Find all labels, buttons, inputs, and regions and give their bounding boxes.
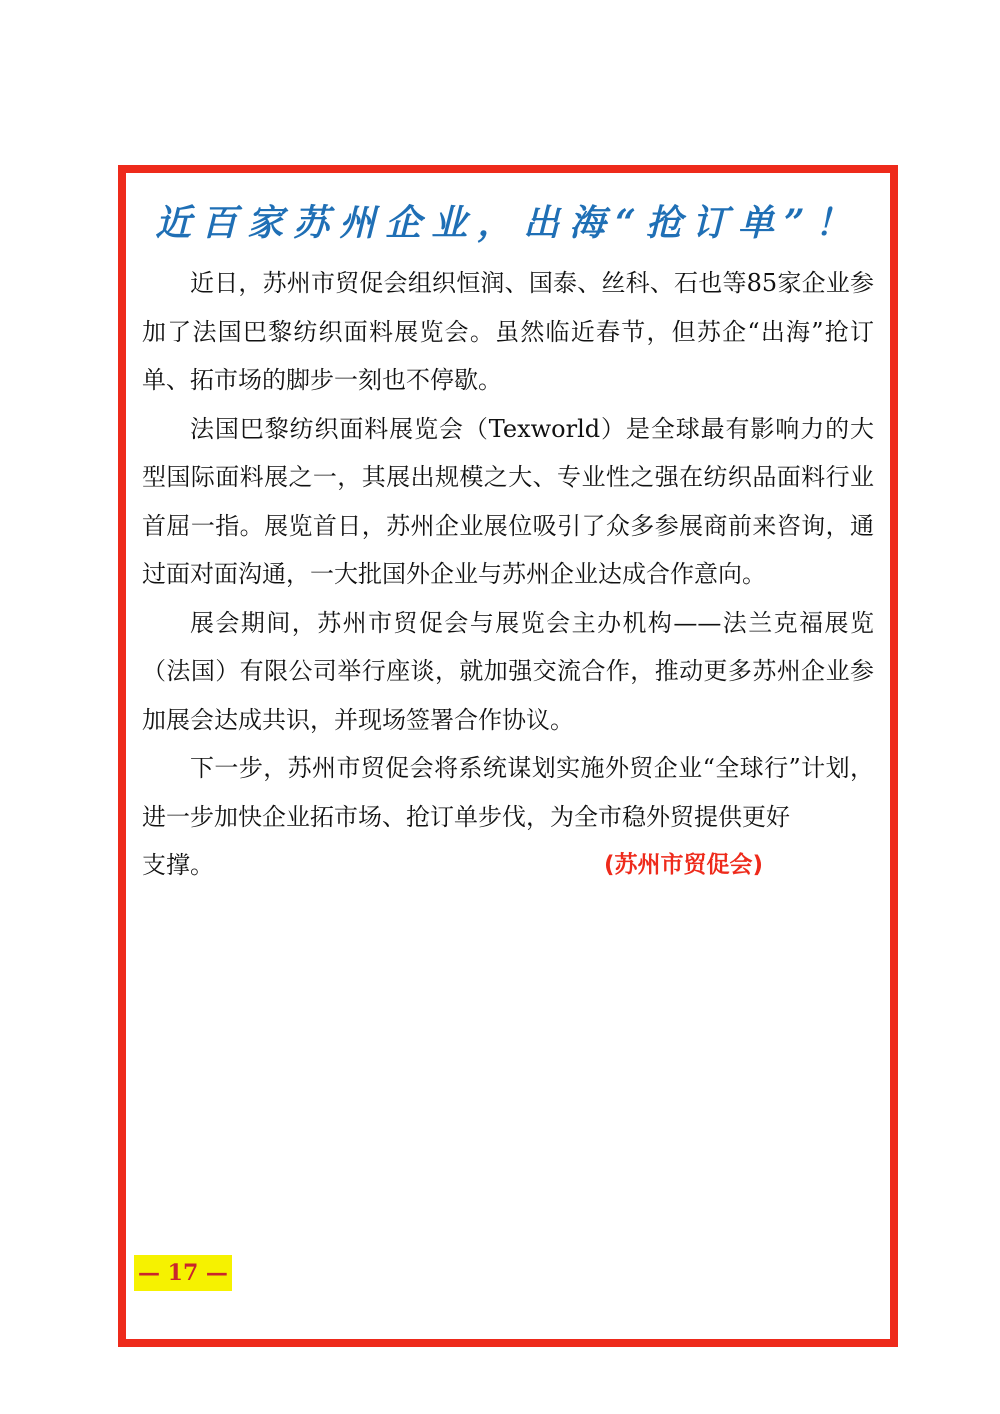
paragraph-1: 近日，苏州市贸促会组织恒润、国泰、丝科、石也等85家企业参加了法国巴黎纺织面料展览会。虽然临近春节，但苏企“出海”抢订单、拓市场的脚步一刻也不停歇。: [142, 269, 874, 394]
article-body: [142, 259, 874, 890]
source-attribution: (苏州市贸促会): [604, 852, 764, 878]
paragraph-2: 法国巴黎纺织面料展览会（Texworld）是全球最有影响力的大型国际面料展之一，其展出规模之大、专业性之强在纺织品面料行业首屈一指。展览首日，苏州企业展位吸引了众多参展商前来咨询，通过面对面沟通，一大批国外企业与苏州企业达成合作意向。: [142, 414, 874, 588]
paragraph-4-last-line: [142, 841, 874, 890]
paragraph-4-end: 支撑。: [142, 851, 214, 879]
article-title: 近百家苏州企业，出海“抢订单”！: [155, 202, 861, 244]
paragraph-3: 展会期间，苏州市贸促会与展览会主办机构——法兰克福展览（法国）有限公司举行座谈，就加强交流合作，推动更多苏州企业参加展会达成共识，并现场签署合作协议。: [142, 608, 874, 734]
paragraph-4: 下一步，苏州市贸促会将系统谋划实施外贸企业“全球行”计划，进一步加快企业拓市场、抢订单步伐，为全市稳外贸提供更好: [142, 754, 874, 831]
red-page-frame: [118, 165, 898, 1347]
page-number: — 17 —: [134, 1255, 232, 1291]
